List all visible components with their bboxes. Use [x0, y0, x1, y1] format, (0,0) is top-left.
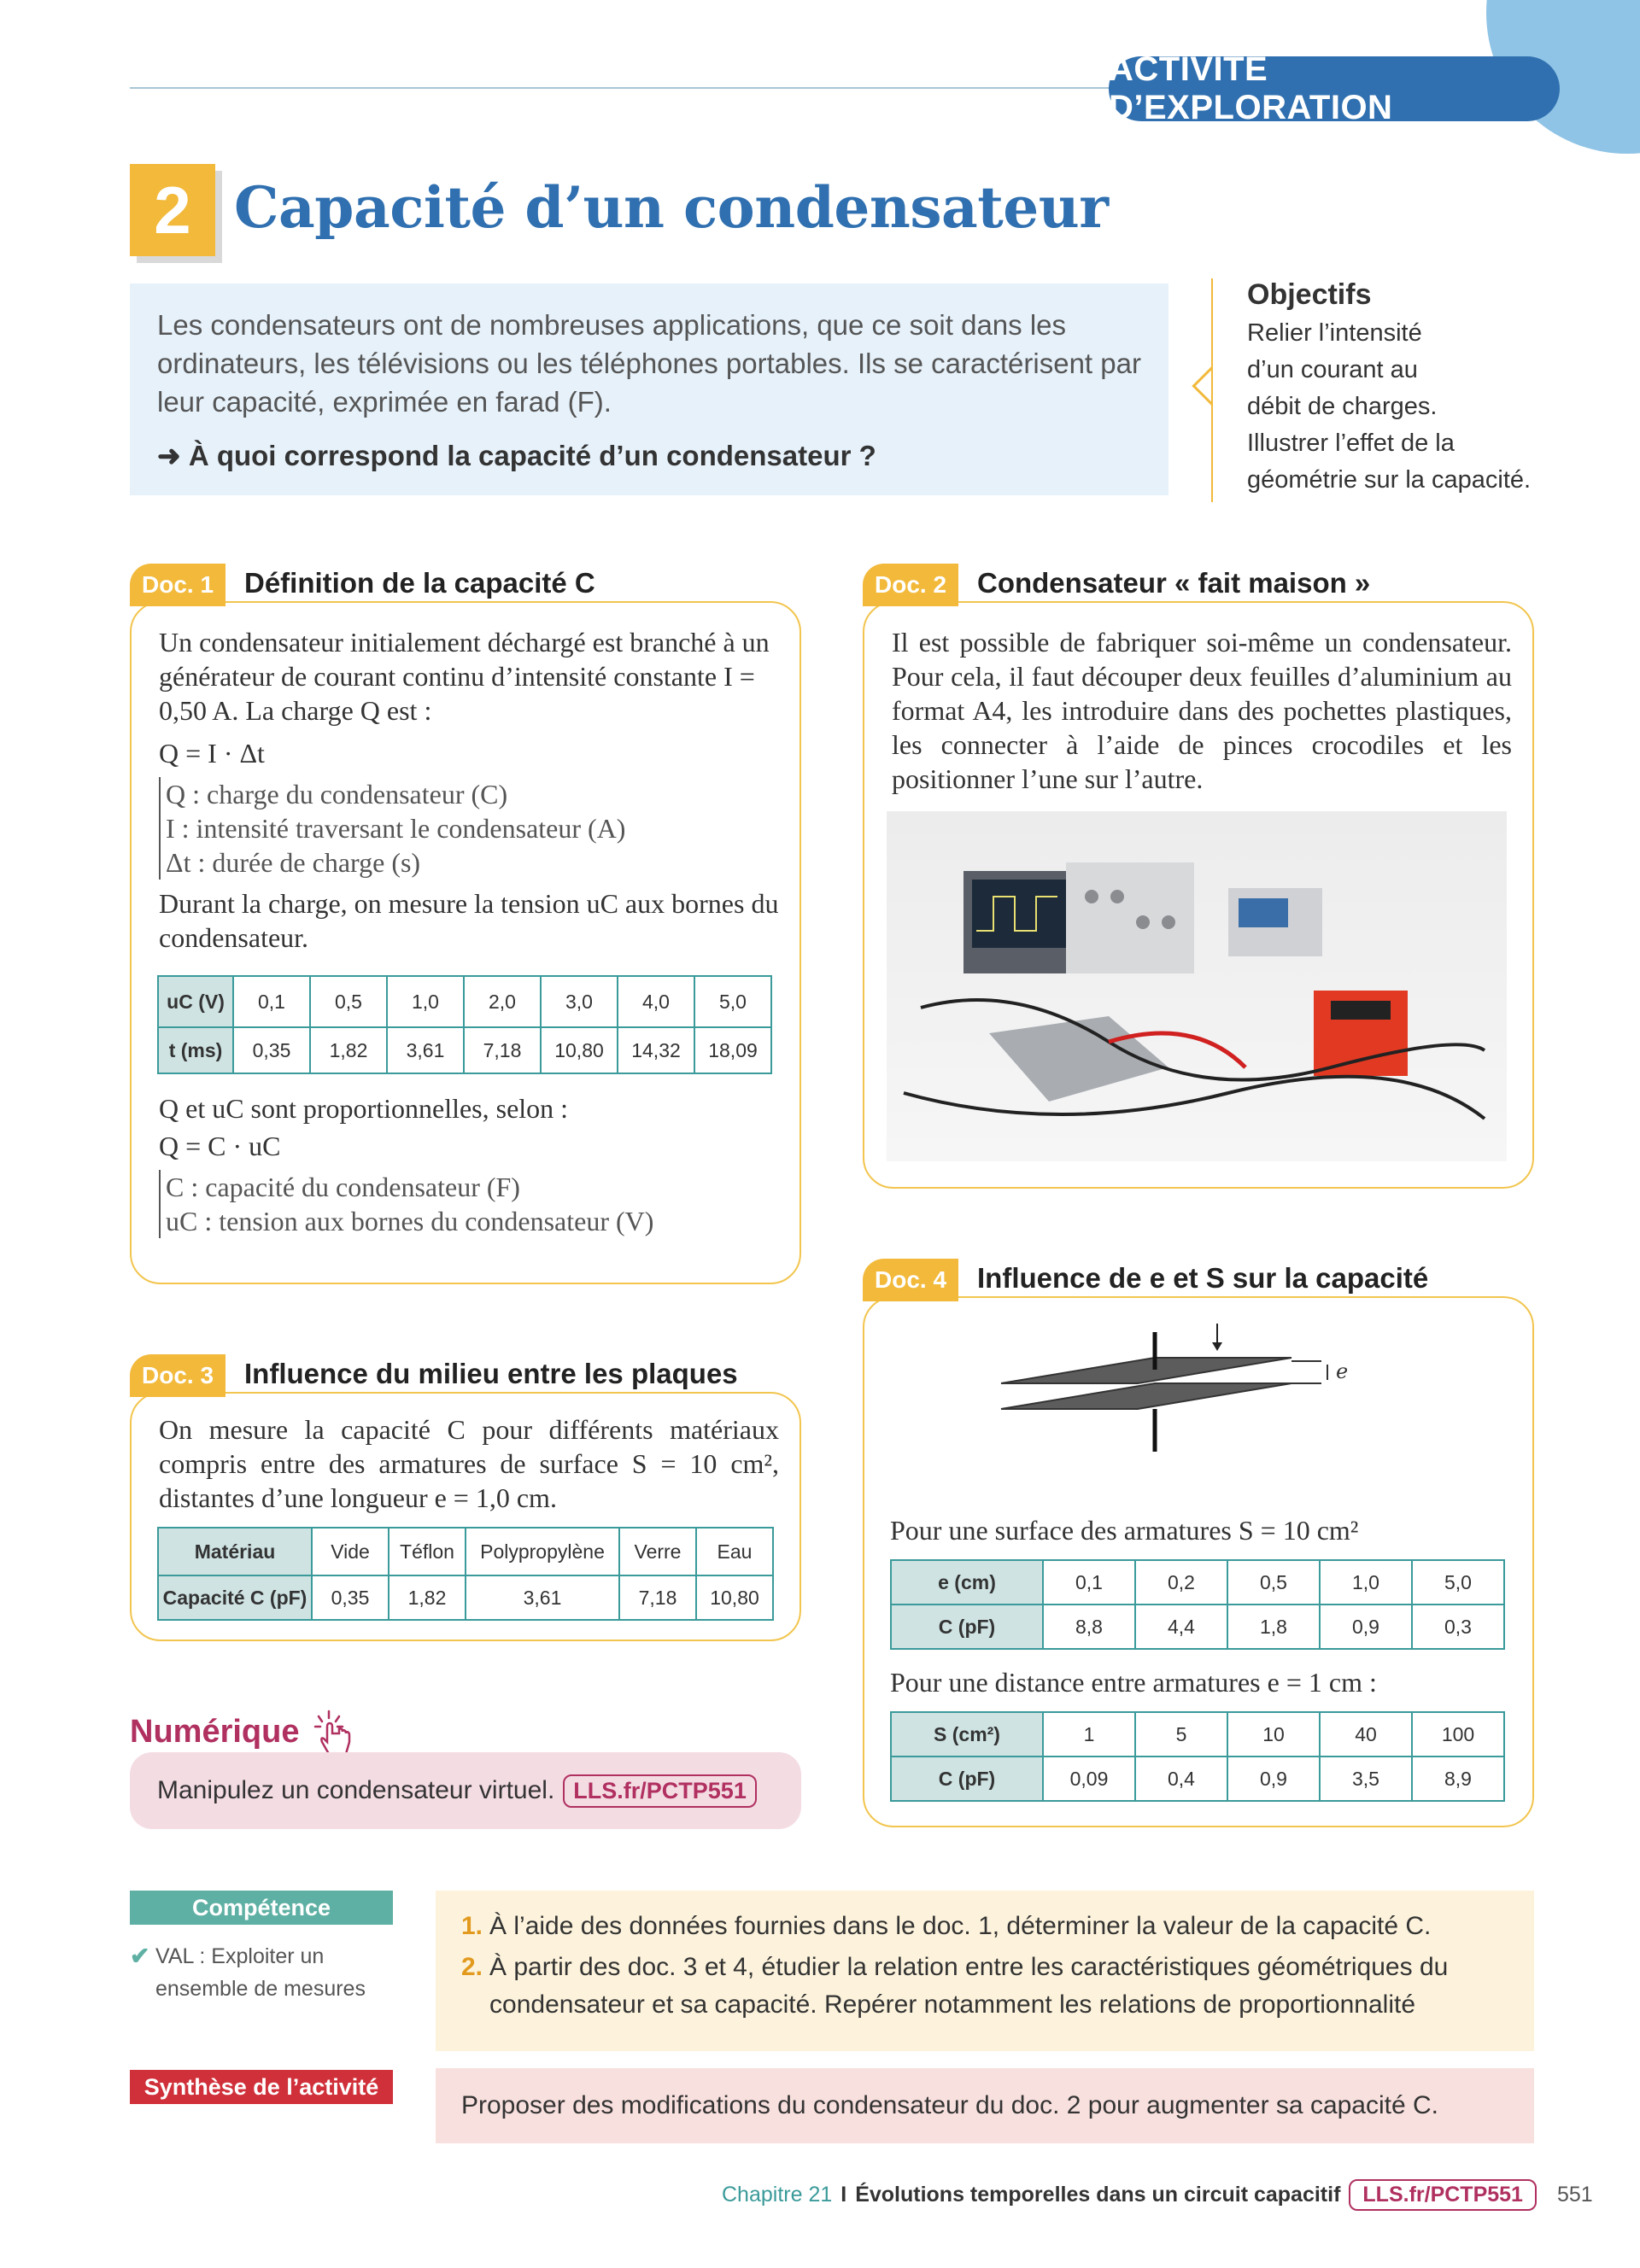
table-cell: 18,09: [694, 1027, 771, 1073]
table-cell: 0,5: [310, 976, 387, 1027]
knob: [1136, 915, 1150, 929]
legend-line: Q : charge du condensateur (C): [166, 779, 508, 810]
table-row: [891, 1605, 1504, 1649]
legend-line: uC : tension aux bornes du condensateur (V): [166, 1206, 654, 1236]
table-cell: 10: [1227, 1712, 1320, 1757]
question-text: À partir des doc. 3 et 4, étudier la relation entre les caractéristiques géométriques du condensateur et sa capacité. Repérer notamment les relations de proportionnalité: [489, 1953, 1449, 2019]
doc3-box: [130, 1392, 801, 1641]
doc3-tab: Doc. 3: [130, 1354, 226, 1397]
table-row: [158, 1575, 773, 1620]
table-cell: 0,35: [233, 1027, 310, 1073]
legend-line: C : capacité du condensateur (F): [166, 1172, 520, 1202]
table-cell: 0,5: [1227, 1560, 1320, 1605]
synthese-text: Proposer des modifications du condensateur du doc. 2 pour augmenter sa capacité C.: [461, 2091, 1439, 2119]
bottom-plate: [1001, 1383, 1292, 1409]
table-cell: 3,61: [387, 1027, 464, 1073]
doc1-paragraph: Q et uC sont proportionnelles, selon :: [159, 1093, 569, 1124]
table-cell: 8,9: [1412, 1757, 1504, 1801]
doc4-box: [863, 1296, 1534, 1827]
doc1-paragraph: Durant la charge, on mesure la tension uC aux bornes du condensateur.: [159, 888, 779, 953]
table-cell: 0,35: [312, 1575, 389, 1620]
doc1-formula: Q = I · Δt: [159, 738, 265, 769]
doc1-tab: Doc. 1: [130, 564, 226, 606]
doc1-legend: [159, 1170, 779, 1238]
oscilloscope-screen: [972, 880, 1066, 948]
doc1-box: [130, 601, 801, 1284]
doc3-title: Influence du milieu entre les plaques: [244, 1358, 738, 1389]
table-cell: 5,0: [1412, 1560, 1504, 1605]
objective-line: Relier l’intensité: [1247, 319, 1422, 347]
activity-label: ACTIVITÉ D’EXPLORATION: [1109, 56, 1560, 121]
table-cell: 0,2: [1135, 1560, 1227, 1605]
question-item: [461, 1949, 1508, 2024]
table-cell: 0,9: [1320, 1605, 1412, 1649]
doc2-text: Il est possible de fabriquer soi-même un condensateur. Pour cela, il faut découper deux feuilles d’aluminium au format A4, les introduire dans des pochettes plastiques, les connecter à l’aide de pinces crocodiles et les positionner l’une sur l’autre.: [892, 627, 1512, 794]
legend-line: I : intensité traversant le condensateur (A): [166, 813, 626, 844]
objectives-title: Objectifs: [1247, 278, 1372, 311]
table-cell: 40: [1320, 1712, 1412, 1757]
numerique-label: Numérique: [130, 1714, 300, 1751]
capacitor-setup-photo: [887, 811, 1507, 1161]
doc4-title: Influence de e et S sur la capacité: [977, 1262, 1429, 1294]
doc4-caption: Pour une surface des armatures S = 10 cm²: [890, 1515, 1359, 1546]
terminals: [1331, 1001, 1391, 1020]
table-cell: 10,80: [541, 1027, 618, 1073]
table-row: [158, 1027, 771, 1073]
table-row: [891, 1560, 1504, 1605]
page-footer: [722, 2179, 1593, 2211]
doc1-legend: [159, 777, 779, 880]
table-header-cell: e (cm): [891, 1560, 1043, 1605]
intro-question: ➜ À quoi correspond la capacité d’un condensateur ?: [157, 440, 876, 471]
knob: [1110, 890, 1124, 903]
header-rule: [130, 87, 1121, 89]
table-cell: Polypropylène: [466, 1528, 619, 1575]
table-cell: 7,18: [464, 1027, 541, 1073]
table-row: [891, 1712, 1504, 1757]
doc3-text: On mesure la capacité C pour différents matériaux compris entre des armatures de surface S = 10 cm², distantes d’une longueur e = 1,0 cm.: [159, 1414, 779, 1513]
oscilloscope-panel: [1066, 862, 1194, 973]
table-cell: 1,82: [389, 1575, 466, 1620]
table-row: [891, 1757, 1504, 1801]
table-header-cell: Matériau: [158, 1528, 312, 1575]
legend-line: Δt : durée de charge (s): [166, 847, 421, 878]
objectives: [1211, 278, 1536, 502]
questions-box: [436, 1891, 1534, 2051]
question-text: À l’aide des données fournies dans le doc. 1, déterminer la valeur de la capacité C.: [489, 1912, 1432, 1940]
doc3-table: [157, 1527, 774, 1621]
table-cell: 0,9: [1227, 1757, 1320, 1801]
footer-chapter: Chapitre 21: [722, 2183, 833, 2207]
table-cell: 1,0: [387, 976, 464, 1027]
cable: [904, 1077, 1485, 1119]
table-cell: Vide: [312, 1528, 389, 1575]
thickness-label: e: [1336, 1359, 1349, 1383]
table-cell: 1: [1043, 1712, 1135, 1757]
numerique-text: Manipulez un condensateur virtuel.: [157, 1776, 555, 1804]
table-cell: 0,09: [1043, 1757, 1135, 1801]
table-cell: 14,32: [618, 1027, 694, 1073]
table-cell: 3,0: [541, 976, 618, 1027]
doc1-table: [157, 975, 772, 1074]
arrow-head: [1212, 1342, 1222, 1351]
check-icon: ✔: [130, 1943, 150, 1969]
competence-header: Compétence: [130, 1891, 393, 1925]
footer-link[interactable]: LLS.fr/PCTP551: [1349, 2179, 1537, 2211]
plates-diagram: [993, 1315, 1385, 1460]
intro-box: [130, 284, 1168, 495]
knob: [1085, 890, 1098, 903]
doc2-tab: Doc. 2: [863, 564, 958, 606]
table-cell: 0,4: [1135, 1757, 1227, 1801]
table-cell: 0,3: [1412, 1605, 1504, 1649]
footer-separator: I: [840, 2183, 847, 2207]
knob: [1162, 915, 1175, 929]
doc4-table-1: [890, 1559, 1505, 1650]
table-cell: 3,61: [466, 1575, 619, 1620]
table-cell: 2,0: [464, 976, 541, 1027]
table-header-cell: Capacité C (pF): [158, 1575, 312, 1620]
intro-text: Les condensateurs ont de nombreuses applications, que ce soit dans les ordinateurs, les télévisions ou les téléphones portables. Ils se caractérisent par leur capacité, exprimée en farad (F).: [157, 309, 1141, 418]
table-cell: 10,80: [696, 1575, 773, 1620]
table-cell: 7,18: [619, 1575, 696, 1620]
competence-text-block: [130, 1940, 395, 2005]
table-cell: 4,0: [618, 976, 694, 1027]
table-row: [158, 976, 771, 1027]
top-plate: [1001, 1358, 1292, 1383]
doc4-tab: Doc. 4: [863, 1259, 958, 1301]
table-cell: 8,8: [1043, 1605, 1135, 1649]
table-cell: 4,4: [1135, 1605, 1227, 1649]
table-cell: Eau: [696, 1528, 773, 1575]
doc2-title: Condensateur « fait maison »: [977, 567, 1371, 599]
doc4-caption: Pour une distance entre armatures e = 1 cm :: [890, 1667, 1377, 1698]
table-cell: 1,82: [310, 1027, 387, 1073]
hand-pointer-icon: [308, 1708, 360, 1759]
numerique-link[interactable]: LLS.fr/PCTP551: [563, 1774, 757, 1808]
photo-illustration: [887, 811, 1507, 1161]
objective-line: d’un courant au: [1247, 356, 1418, 383]
doc4-table-2: [890, 1711, 1505, 1802]
table-header-cell: C (pF): [891, 1605, 1043, 1649]
table-cell: 3,5: [1320, 1757, 1412, 1801]
question-item: [461, 1908, 1508, 1945]
synthese-box: [436, 2068, 1534, 2143]
table-header-cell: C (pF): [891, 1757, 1043, 1801]
table-cell: 5: [1135, 1712, 1227, 1757]
doc1-title: Définition de la capacité C: [244, 567, 595, 599]
synthese-header: Synthèse de l’activité: [130, 2070, 393, 2104]
table-cell: 1,8: [1227, 1605, 1320, 1649]
table-header-cell: uC (V): [158, 976, 233, 1027]
table-header-cell: S (cm²): [891, 1712, 1043, 1757]
table-row: [158, 1528, 773, 1575]
page-number: 551: [1556, 2183, 1593, 2207]
table-cell: Téflon: [389, 1528, 466, 1575]
table-cell: 0,1: [233, 976, 310, 1027]
table-cell: 0,1: [1043, 1560, 1135, 1605]
doc1-formula: Q = C · uC: [159, 1131, 281, 1161]
generator-screen: [1239, 898, 1288, 927]
table-cell: Verre: [619, 1528, 696, 1575]
objective-line: Illustrer l’effet de la: [1247, 430, 1455, 457]
question-number: 1.: [461, 1912, 483, 1940]
numerique-title: [130, 1708, 360, 1759]
question-number: 2.: [461, 1953, 483, 1981]
objective-line: débit de charges.: [1247, 393, 1438, 420]
table-cell: 100: [1412, 1712, 1504, 1757]
table-cell: 5,0: [694, 976, 771, 1027]
doc1-paragraph: Un condensateur initialement déchargé est branché à un générateur de courant continu d’intensité constante I = 0,50 A. La charge Q est :: [159, 627, 770, 726]
numerique-box: [130, 1752, 801, 1829]
table-header-cell: t (ms): [158, 1027, 233, 1073]
page-title: Capacité d’un condensateur: [234, 174, 1109, 241]
activity-number: 2: [130, 164, 215, 256]
competence-text: VAL : Exploiter un ensemble de mesures: [155, 1944, 366, 2001]
objective-line: géométrie sur la capacité.: [1247, 466, 1532, 494]
table-cell: 1,0: [1320, 1560, 1412, 1605]
footer-description: Évolutions temporelles dans un circuit capacitif: [855, 2183, 1341, 2207]
